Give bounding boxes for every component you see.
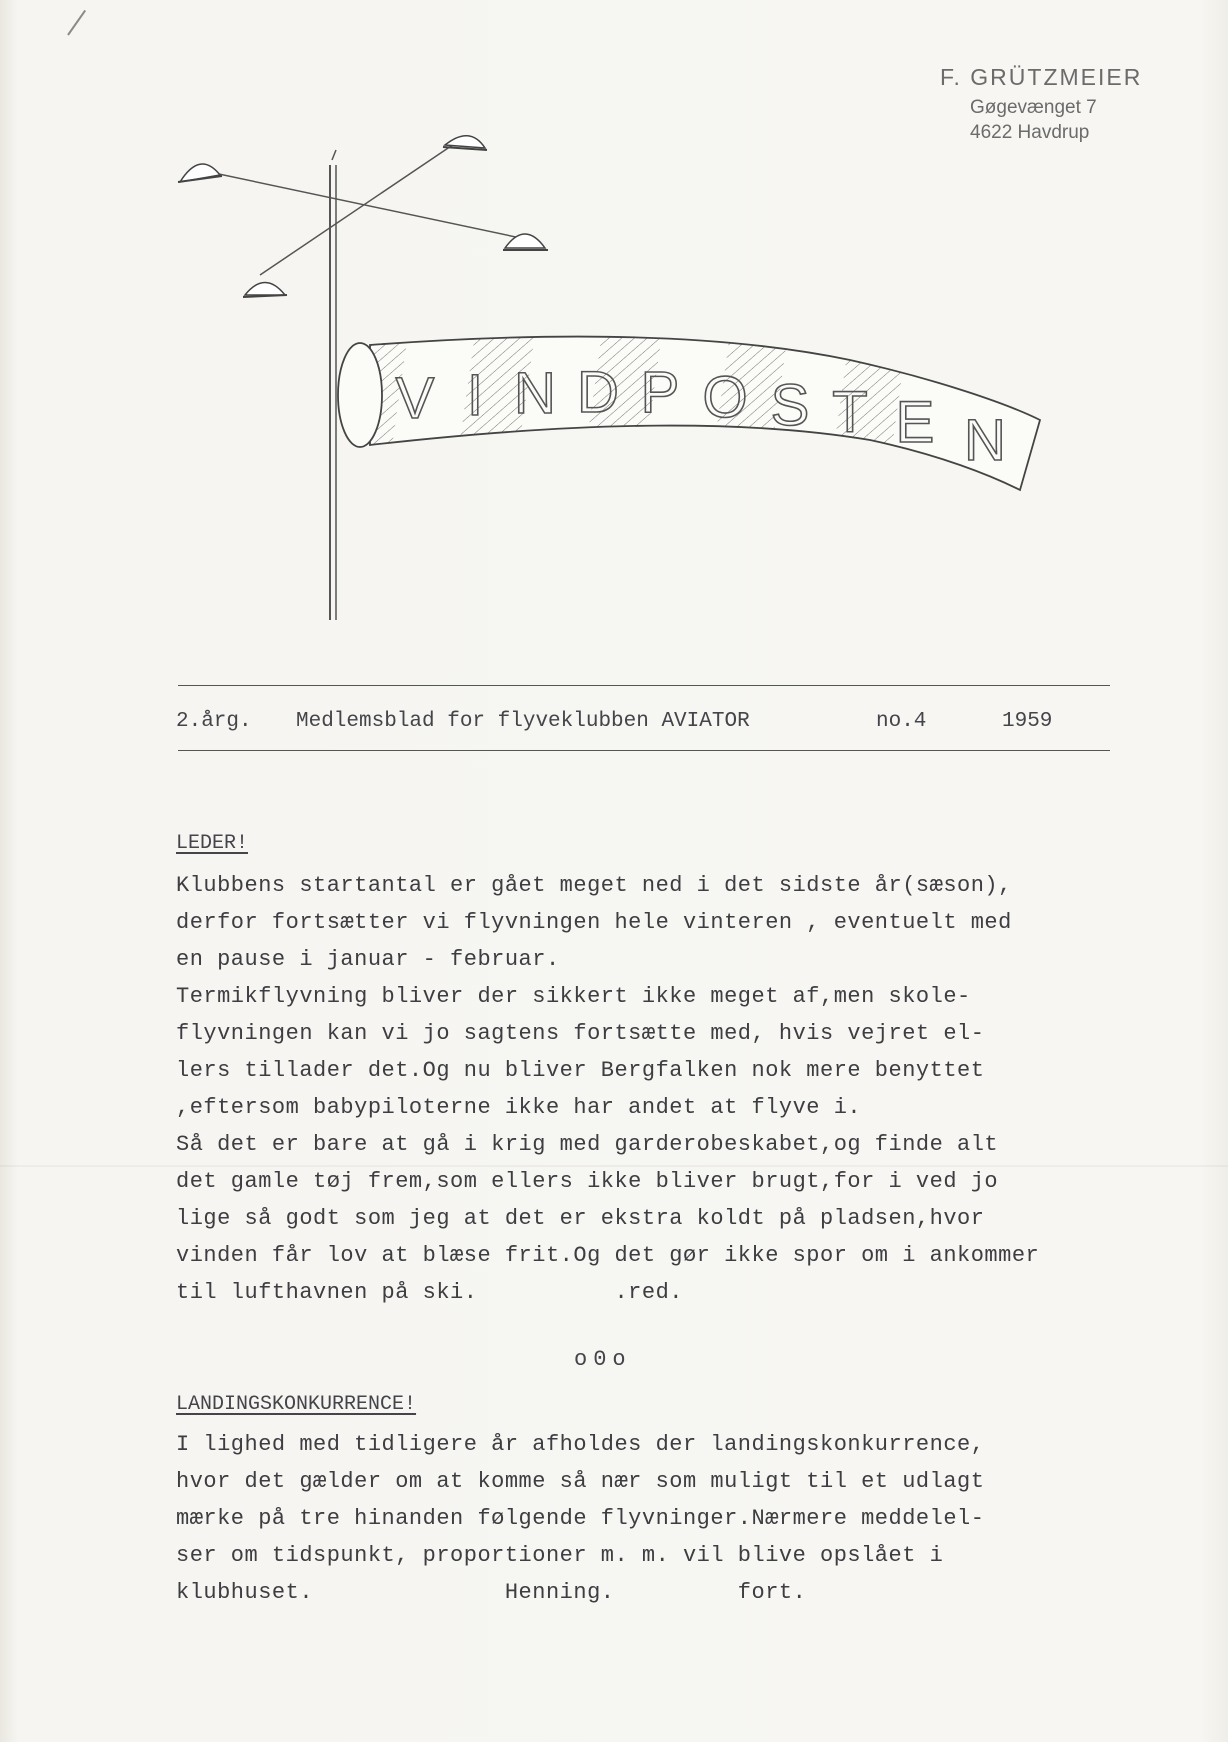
landing-line: ser om tidspunkt, proportioner m. m. vil blive opslået i — [176, 1543, 944, 1568]
landing-line: hvor det gælder om at komme så nær som muligt til et udlagt — [176, 1469, 985, 1494]
leder-line: vinden får lov at blæse frit.Og det gør ikke spor om i ankommer — [176, 1243, 1040, 1268]
landing-line: klubhuset. Henning. fort. — [176, 1580, 807, 1605]
logo-letter-s: S — [770, 373, 810, 438]
leder-line: det gamle tøj frem,som ellers ikke bliver brugt,for i ved jo — [176, 1169, 999, 1194]
masthead-rule-top — [178, 685, 1110, 686]
leder-line: Så det er bare at gå i krig med garderobeskabet,og finde alt — [176, 1132, 999, 1157]
leder-line: ,eftersom babypiloterne ikke har andet at flyve i. — [176, 1095, 862, 1120]
stamp-street: Gøgevænget 7 — [970, 97, 1097, 118]
stamp-name: F. GRÜTZMEIER — [940, 64, 1143, 90]
logo-letter-e: E — [895, 390, 935, 455]
leder-line: flyvningen kan vi jo sagtens fortsætte med, hvis vejret el- — [176, 1021, 985, 1046]
leder-line: Klubbens startantal er gået meget ned i det sidste år(sæson), — [176, 873, 1012, 898]
logo-letter-t: T — [832, 380, 868, 445]
logo-letter-d: D — [577, 360, 619, 425]
masthead-volume: 2.årg. — [176, 710, 252, 733]
leder-line: Termikflyvning bliver der sikkert ikke meget af,men skole- — [176, 984, 971, 1009]
leder-line: en pause i januar - februar. — [176, 947, 560, 972]
section-separator: o0o — [574, 1347, 632, 1372]
landing-heading: LANDINGSKONKURRENCE! — [176, 1393, 417, 1416]
masthead — [176, 710, 1076, 825]
logo-letter-o: O — [702, 365, 748, 430]
masthead-issue: no.4 — [876, 710, 927, 733]
logo-letter-p: P — [640, 360, 680, 425]
leder-line: lers tillader det.Og nu bliver Bergfalken nok mere benyttet — [176, 1058, 985, 1083]
windsock-with-lamp-post-icon — [170, 120, 1050, 640]
leder-heading: LEDER! — [176, 832, 249, 855]
landing-line: mærke på tre hinanden følgende flyvninger.Nærmere meddelel- — [176, 1506, 985, 1531]
masthead-year: 1959 — [1002, 710, 1053, 733]
masthead-subtitle: Medlemsblad for flyveklubben AVIATOR — [296, 710, 750, 733]
landing-line: I lighed med tidligere år afholdes der landingskonkurrence, — [176, 1432, 985, 1457]
logo-letter-n: N — [514, 361, 556, 426]
logo-letter-v: V — [395, 366, 435, 431]
leder-line: derfor fortsætter vi flyvningen hele vinteren , eventuelt med — [176, 910, 1012, 935]
leder-line: lige så godt som jeg at det er ekstra koldt på pladsen,hvor — [176, 1206, 985, 1231]
paper-fold — [0, 1165, 1228, 1167]
logo-letter-n2: N — [964, 408, 1006, 473]
logo-letter-i: I — [466, 363, 484, 428]
leder-line: til lufthavnen på ski. .red. — [176, 1280, 683, 1305]
stamp-city: 4622 Havdrup — [970, 122, 1090, 143]
masthead-rule-bottom — [178, 750, 1110, 751]
